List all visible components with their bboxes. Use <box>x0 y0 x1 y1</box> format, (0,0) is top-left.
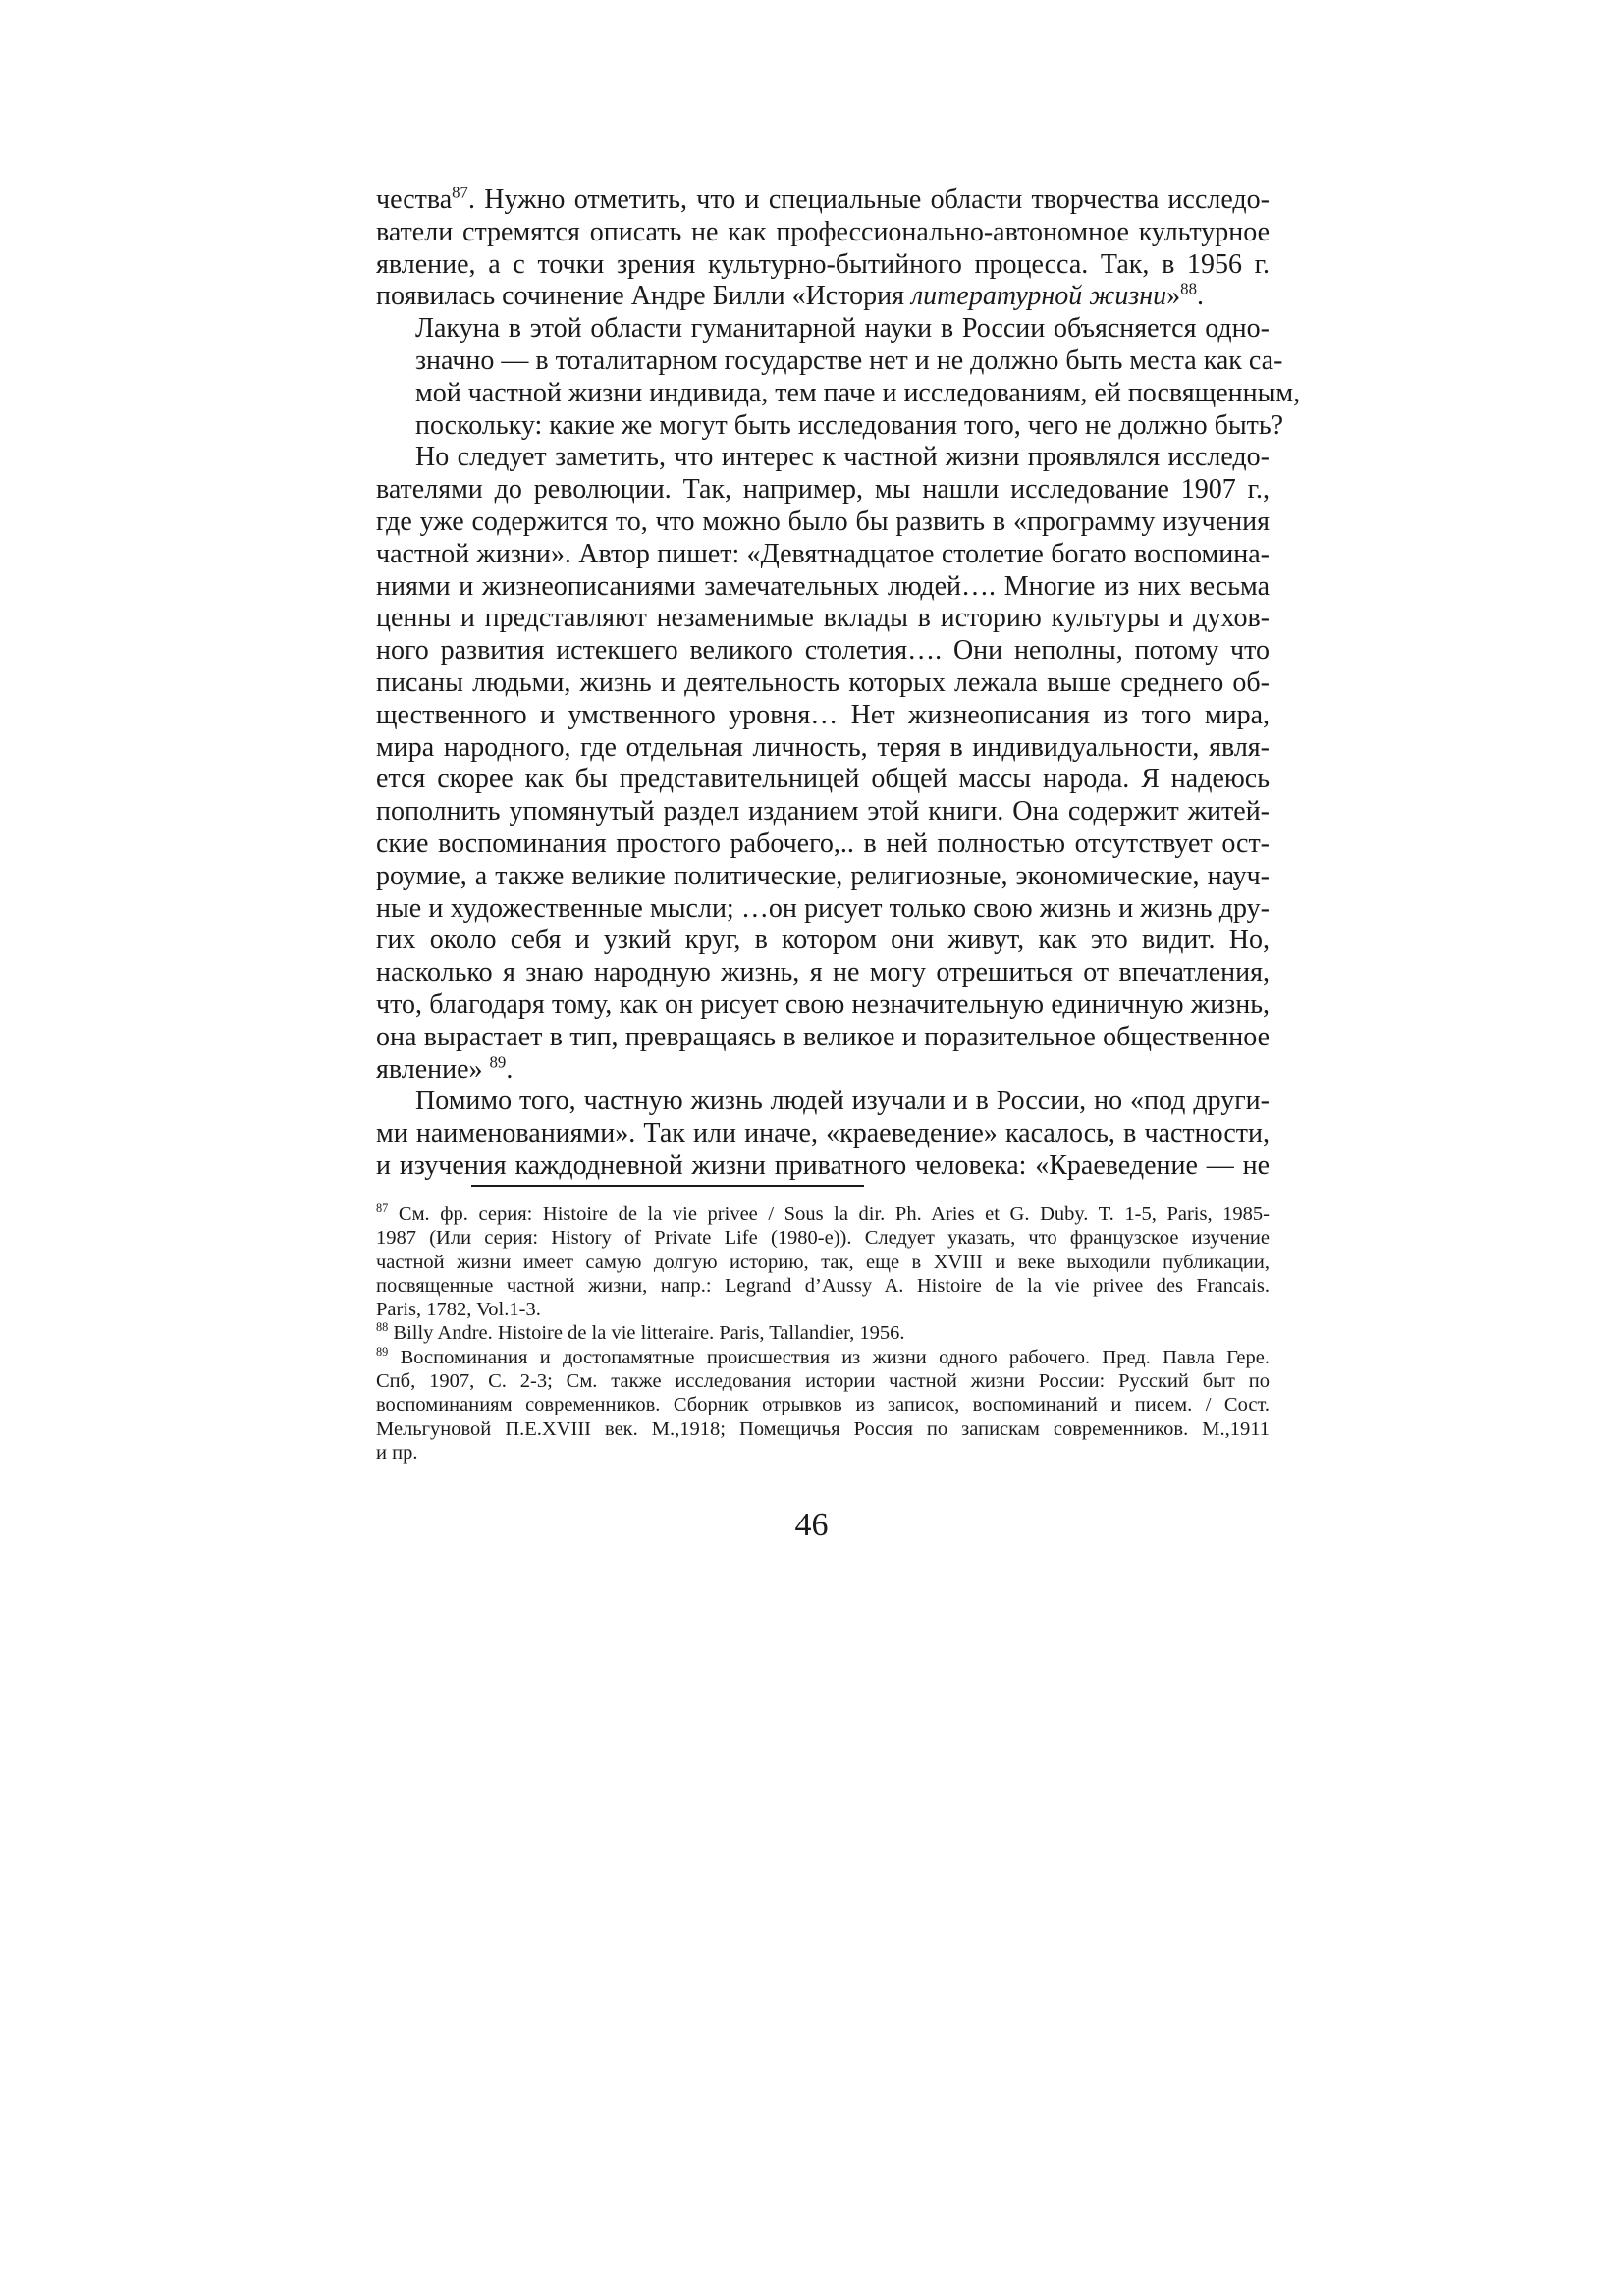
text-line: щественного и умственного уровня… Нет жизнеописания из того мира, <box>376 699 1270 730</box>
paragraph-2 <box>376 313 1301 442</box>
text-run: Воспоминания и достопамятные происшествия из жизни одного рабочего. Пред. Павла Гере. <box>388 1346 1270 1368</box>
footnote-line: Paris, 1782, Vol.1-3. <box>376 1299 541 1321</box>
text-line: явление, а с точки зрения культурно-бытийного процесса. Так, в 1956 г. <box>376 248 1270 280</box>
text-line: она вырастает в тип, превращаясь в великое и поразительное общественное <box>376 1021 1270 1052</box>
text-line: что, благодаря тому, как он рисует свою незначительную единичную жизнь, <box>376 988 1270 1020</box>
body-text <box>376 183 1301 1183</box>
italic-title: литературной жизни <box>910 281 1167 312</box>
text-line <box>376 281 1270 313</box>
footnote-marker: 89 <box>376 1344 389 1359</box>
footnote-line: посвященные частной жизни, напр.: Legrand d’Aussy A. Histoire de la vie privee des Francais. <box>376 1274 1270 1297</box>
footnote-marker: 88 <box>376 1320 389 1335</box>
footnotes <box>376 1202 1270 1465</box>
text-line: насколько я знаю народную жизнь, я не могу отрешиться от впечатления, <box>376 957 1270 988</box>
text-run: . <box>506 1053 514 1085</box>
footnote-line <box>376 1202 1270 1226</box>
footnote-87 <box>376 1202 1270 1321</box>
footnote-separator <box>471 1185 864 1187</box>
text-run: появилась сочинение Андре Билли «История <box>376 281 911 312</box>
text-line: Помимо того, частную жизнь людей изучали и в России, но «под други- <box>415 1086 1270 1117</box>
footnote-89 <box>376 1346 1270 1465</box>
text-run: . <box>1196 281 1204 312</box>
text-line: ные и художественные мысли; …он рисует только свою жизнь и жизнь дру- <box>376 892 1270 924</box>
footnote-marker: 87 <box>376 1201 389 1216</box>
footnote-ref-89[interactable]: 89 <box>489 1052 507 1072</box>
text-line: поскольку: какие же могут быть исследования того, чего не должно быть? <box>415 409 1284 441</box>
text-line <box>376 185 1270 217</box>
text-run: . Нужно отметить, что и специальные области творчества исследо- <box>467 185 1270 215</box>
text-line: частной жизни». Автор пишет: «Девятнадцатое столетие богато воспомина- <box>376 538 1270 569</box>
text-line: Но следует заметить, что интерес к частной жизни проявлялся исследо- <box>415 442 1270 473</box>
text-run: чества <box>376 185 453 215</box>
page-number: 46 <box>794 1507 829 1543</box>
text-line: мира народного, где отдельная личность, теряя в индивидуальности, явля- <box>376 731 1270 763</box>
footnote-line: 1987 (Или серия: History of Private Life (1980-е)). Следует указать, что французское изучение <box>376 1227 1270 1250</box>
text-run: См. фр. серия: Histoire de la vie privee / Sous la dir. Ph. Aries et G. Duby. T. 1-5, Paris, 1985- <box>388 1203 1270 1225</box>
footnote-ref-87[interactable]: 87 <box>452 183 468 202</box>
paragraph-4 <box>376 1086 1270 1182</box>
text-line: где уже содержится то, что можно было бы развить в «программу изучения <box>376 506 1270 537</box>
text-line: ми наименованиями». Так или иначе, «краеведение» касалось, в частности, <box>376 1118 1270 1149</box>
text-line: значно — в тоталитарном государстве нет и не должно быть места как са- <box>415 345 1283 376</box>
text-line: Лакуна в этой области гуманитарной науки в России объясняется одно- <box>415 313 1270 345</box>
text-line: роумие, а также великие политические, религиозные, экономические, науч- <box>376 860 1270 891</box>
footnote-ref-88[interactable]: 88 <box>1180 280 1197 299</box>
footnote-line <box>376 1346 1270 1369</box>
text-line: писаны людьми, жизнь и деятельность которых лежала выше среднего об- <box>376 667 1270 698</box>
text-line: и изучения каждодневной жизни приватного человека: «Краеведение — не <box>376 1149 1270 1181</box>
text-line: пополнить упомянутый раздел изданием этой книги. Она содержит житей- <box>376 796 1270 828</box>
text-line: гих около себя и узкий круг, в котором они живут, как это видит. Но, <box>376 925 1270 956</box>
text-line: ские воспоминания простого рабочего,.. в ней полностью отсутствует ост- <box>376 828 1270 859</box>
text-line: мой частной жизни индивида, тем паче и исследованиям, ей посвященным, <box>415 377 1301 408</box>
footnote-line <box>376 1321 1270 1345</box>
footnote-line: и пр. <box>376 1441 418 1464</box>
text-line: ного развития истекшего великого столетия…. Они неполны, потому что <box>376 635 1270 667</box>
footnote-line: частной жизни имеет самую долгую историю, так, еще в XVIII и веке выходили публикации, <box>376 1251 1270 1273</box>
footnote-88 <box>376 1321 1270 1345</box>
text-run: Billy Andre. Histoire de la vie litteraire. Paris, Tallandier, 1956. <box>388 1322 905 1345</box>
text-run: явление» <box>376 1053 490 1085</box>
paragraph-3 <box>376 442 1270 1086</box>
footnote-line: Спб, 1907, С. 2-3; См. также исследования истории частной жизни России: Русский быт по <box>376 1370 1270 1393</box>
text-line <box>376 1054 1270 1087</box>
text-line: ниями и жизнеописаниями замечательных людей…. Многие из них весьма <box>376 570 1270 602</box>
text-line: ется скорее как бы представительницей общей массы народа. Я надеюсь <box>376 764 1270 795</box>
text-line: вателями до революции. Так, например, мы нашли исследование 1907 г., <box>376 474 1270 506</box>
footnote-line: воспоминаниям современников. Сборник отрывков из записок, воспоминаний и писем. / Сост. <box>376 1394 1270 1416</box>
text-line: ценны и представляют незаменимые вклады в историю культуры и духов- <box>376 603 1270 634</box>
text-run: » <box>1166 281 1181 312</box>
paragraph-1 <box>376 185 1270 313</box>
text-line: ватели стремятся описать не как профессионально-автономное культурное <box>376 216 1270 247</box>
footnote-line: Мельгуновой П.Е.XVIII век. М.,1918; Помещичья Россия по запискам современников. М.,1911 <box>376 1417 1270 1440</box>
